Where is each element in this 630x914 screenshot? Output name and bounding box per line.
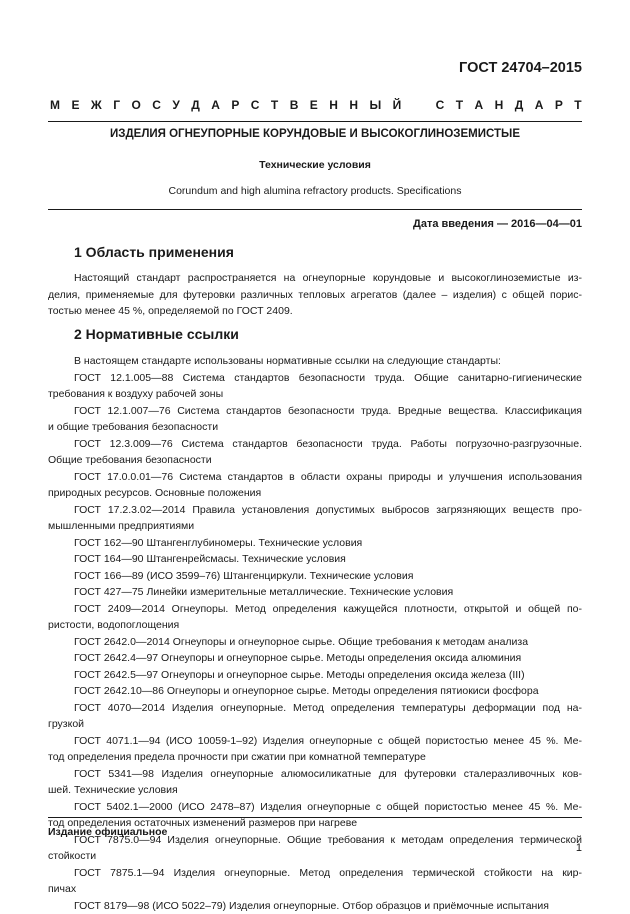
series-letter: Т — [456, 98, 463, 114]
reference-item: ГОСТ 5402.1—2000 (ИСО 2478–87) Изделия огнеупорные с общей пористостью менее 45 %. Ме- — [48, 799, 582, 816]
reference-item: ГОСТ 17.0.0.01—76 Система стандартов в области охраны природы и улучшения использования — [48, 469, 582, 486]
reference-item: ГОСТ 4070—2014 Изделия огнеупорные. Метод определения температуры деформации под на- — [48, 700, 582, 717]
series-letter: Ы — [369, 98, 381, 114]
reference-item-continuation: стойкости — [48, 848, 582, 865]
section-2-heading: 2 Нормативные ссылки — [74, 326, 239, 342]
reference-item: ГОСТ 162—90 Штангенглубиномеры. Технические условия — [48, 535, 582, 552]
reference-item: ГОСТ 7875.0—94 Изделия огнеупорные. Общие требования к методам определения термической — [48, 832, 582, 849]
series-letter: В — [290, 98, 299, 114]
series-letter: Т — [574, 98, 581, 114]
title-divider-top — [48, 121, 582, 122]
reference-item-continuation: Общие требования безопасности — [48, 452, 582, 469]
official-edition-label: Издание официальное — [48, 826, 167, 838]
standard-series-title — [50, 98, 582, 114]
reference-item: ГОСТ 166—89 (ИСО 3599–76) Штангенциркули. Технические условия — [48, 568, 582, 585]
reference-item: ГОСТ 2642.5—97 Огнеупоры и огнеупорное сырье. Методы определения оксида железа (III) — [48, 667, 582, 684]
series-letter: Т — [271, 98, 278, 114]
reference-item-continuation: ристости, водопоглощения — [48, 617, 582, 634]
reference-item: ГОСТ 2642.4—97 Огнеупоры и огнеупорное сырье. Методы определения оксида алюминия — [48, 650, 582, 667]
series-letter: А — [535, 98, 544, 114]
series-letter: Е — [310, 98, 318, 114]
references-intro: В настоящем стандарте использованы нормативные ссылки на следующие стандарты: — [48, 353, 582, 370]
series-letter: Е — [71, 98, 79, 114]
standard-code: ГОСТ 24704–2015 — [459, 60, 582, 76]
reference-item: ГОСТ 427—75 Линейки измерительные металлические. Технические условия — [48, 584, 582, 601]
reference-item: ГОСТ 2409—2014 Огнеупоры. Метод определения кажущейся плотности, открытой и общей по- — [48, 601, 582, 618]
reference-item-continuation: пичах — [48, 881, 582, 898]
series-letter: Й — [393, 98, 402, 114]
series-letter: А — [474, 98, 483, 114]
section-1-line: Настоящий стандарт распространяется на огнеупорные корундовые и высокоглиноземистые из- — [48, 270, 582, 287]
reference-item: ГОСТ 5341—98 Изделия огнеупорные алюмосиликатные для футеровки сталеразливочных ков- — [48, 766, 582, 783]
section-1-heading: 1 Область применения — [74, 244, 234, 260]
section-1-body — [48, 270, 582, 320]
reference-item-continuation: шей. Технические условия — [48, 782, 582, 799]
series-letter: А — [211, 98, 220, 114]
introduction-date: Дата введения — 2016—04—01 — [413, 218, 582, 230]
reference-item: ГОСТ 8179—98 (ИСО 5022–79) Изделия огнеупорные. Отбор образцов и приёмочные испытания — [48, 898, 582, 914]
title-divider-bottom — [48, 209, 582, 210]
reference-item: ГОСТ 2642.10—86 Огнеупоры и огнеупорное сырье. Методы определения пятиокиси фосфора — [48, 683, 582, 700]
reference-item: ГОСТ 7875.1—94 Изделия огнеупорные. Метод определения термической стойкости на кир- — [48, 865, 582, 882]
series-letter: Р — [555, 98, 563, 114]
series-letter: Г — [113, 98, 120, 114]
series-letter: С — [251, 98, 260, 114]
reference-item-continuation: тод определения предела прочности при сжатии при комнатной температуре — [48, 749, 582, 766]
series-letter: Р — [231, 98, 239, 114]
series-letter: О — [131, 98, 140, 114]
reference-item-continuation: мышленными предприятиями — [48, 518, 582, 535]
series-letter: Н — [349, 98, 358, 114]
series-letter: Н — [329, 98, 338, 114]
reference-item: ГОСТ 12.1.007—76 Система стандартов безопасности труда. Вредные вещества. Классификация — [48, 403, 582, 420]
reference-item-continuation: требования к воздуху рабочей зоны — [48, 386, 582, 403]
series-letter: Н — [495, 98, 504, 114]
footer-divider — [48, 817, 582, 818]
reference-item: ГОСТ 12.1.005—88 Система стандартов безопасности труда. Общие санитарно-гигиенические — [48, 370, 582, 387]
series-letter: Д — [515, 98, 524, 114]
series-letter: С — [152, 98, 161, 114]
reference-item: ГОСТ 2642.0—2014 Огнеупоры и огнеупорное сырье. Общие требования к методам анализа — [48, 634, 582, 651]
section-1-line: делия, применяемые для футеровки различных тепловых агрегатов (далее – изделия) с общей порис- — [48, 287, 582, 304]
reference-item-continuation: и общие требования безопасности — [48, 419, 582, 436]
reference-item-continuation: природных ресурсов. Основные положения — [48, 485, 582, 502]
series-letter: М — [50, 98, 60, 114]
series-letter: У — [172, 98, 179, 114]
document-english-title: Corundum and high alumina refractory products. Specifications — [48, 185, 582, 197]
series-letter: Д — [191, 98, 200, 114]
reference-item: ГОСТ 17.2.3.02—2014 Правила установления допустимых выбросов загрязняющих веществ про- — [48, 502, 582, 519]
reference-item-continuation: грузкой — [48, 716, 582, 733]
series-letter: С — [436, 98, 445, 114]
page-number: 1 — [576, 842, 582, 854]
document-title: ИЗДЕЛИЯ ОГНЕУПОРНЫЕ КОРУНДОВЫЕ И ВЫСОКОГЛИНОЗЕМИСТЫЕ — [48, 128, 582, 140]
series-letter: Ж — [91, 98, 102, 114]
section-1-line: тостью менее 45 %, определяемой по ГОСТ 2409. — [48, 303, 582, 320]
reference-item: ГОСТ 12.3.009—76 Система стандартов безопасности труда. Работы погрузочно-разгрузочные. — [48, 436, 582, 453]
document-subtitle: Технические условия — [48, 159, 582, 171]
reference-item-continuation: тод определения остаточных изменений размеров при нагреве — [48, 815, 582, 832]
reference-item: ГОСТ 164—90 Штангенрейсмасы. Технические условия — [48, 551, 582, 568]
reference-item: ГОСТ 4071.1—94 (ИСО 10059-1–92) Изделия огнеупорные с общей пористостью менее 45 %. Ме- — [48, 733, 582, 750]
